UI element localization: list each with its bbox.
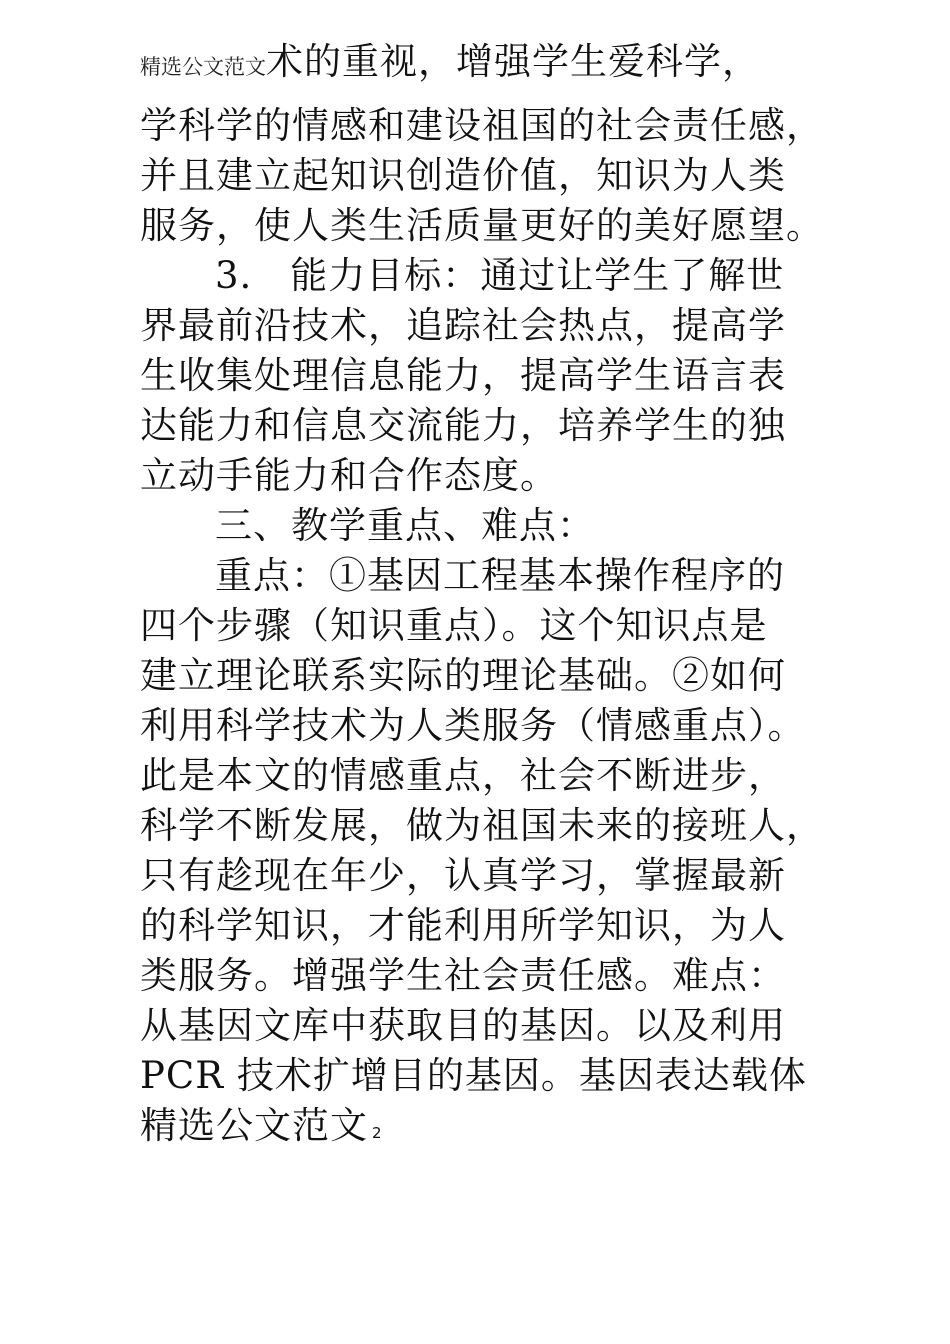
paragraph-line: 四个步骤（知识重点）。这个知识点是: [140, 604, 768, 647]
paragraph-line: 学科学的情感和建设祖国的社会责任感，: [140, 104, 824, 147]
footer-watermark: 精选公文范文: [140, 1104, 368, 1147]
paragraph-line: 科学不断发展，做为祖国未来的接班人，: [140, 804, 824, 847]
paragraph-line: 服务，使人类生活质量更好的美好愿望。: [140, 204, 824, 247]
paragraph-line: 类服务。增强学生社会责任感。难点：: [140, 954, 786, 997]
paragraph-line: 利用科学技术为人类服务（情感重点）。: [140, 704, 806, 747]
paragraph-line: 建立理论联系实际的理论基础。②如何: [140, 654, 786, 697]
paragraph-line: 生收集处理信息能力，提高学生语言表: [140, 354, 786, 397]
paragraph-line: 界最前沿技术，追踪社会热点，提高学: [140, 304, 786, 347]
section-heading: 三、教学重点、难点：: [215, 504, 595, 547]
paragraph-line: 并且建立起知识创造价值，知识为人类: [140, 154, 786, 197]
ability-goal-heading-line: 3. 能力目标：通过让学生了解世: [215, 254, 785, 297]
header-line: [140, 37, 760, 92]
paragraph-line: 此是本文的情感重点，社会不断进步，: [140, 754, 786, 797]
paragraph-line: 立动手能力和合作态度。: [140, 454, 558, 497]
page-number: 2: [372, 1124, 383, 1142]
footer-line: [140, 1101, 383, 1158]
paragraph-line: PCR 技术扩增目的基因。基因表达载体: [140, 1054, 807, 1097]
paragraph-line: 的科学知识，才能利用所学知识，为人: [140, 904, 786, 947]
key-points-line: 重点：①基因工程基本操作程序的: [215, 554, 785, 597]
header-watermark: 精选公文范文: [140, 55, 266, 79]
paragraph-line: 达能力和信息交流能力，培养学生的独: [140, 404, 786, 447]
paragraph-line: 从基因文库中获取目的基因。以及利用: [140, 1004, 786, 1047]
paragraph-line: 只有趁现在年少，认真学习，掌握最新: [140, 854, 786, 897]
paragraph-text: 术的重视，增强学生爱科学，: [266, 40, 760, 83]
